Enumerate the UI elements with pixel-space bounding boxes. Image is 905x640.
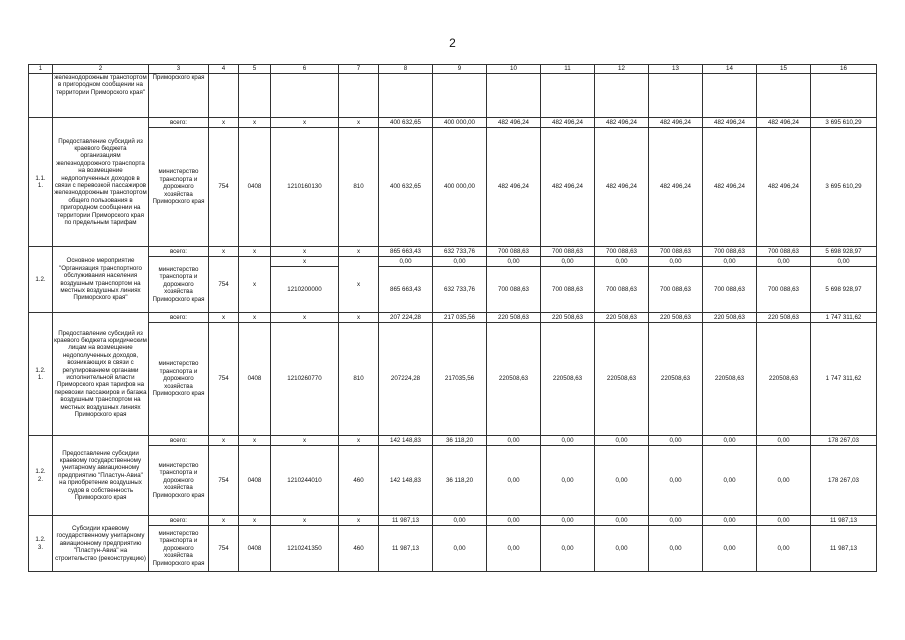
table-row	[29, 436, 877, 446]
total-cell: 700 088,63	[541, 247, 595, 257]
total-cell: x	[271, 516, 339, 526]
total-cell: x	[239, 516, 271, 526]
total-cell: 0,00	[649, 516, 703, 526]
value-cell: 0408	[239, 128, 271, 247]
total-cell: 0,00	[541, 516, 595, 526]
value-cell: 178 267,03	[811, 446, 877, 516]
executor: министерство транспорта и дорожного хозяйства Приморского края	[149, 323, 209, 436]
value-cell: 1210244010	[271, 446, 339, 516]
total-cell: x	[271, 313, 339, 323]
continuation-row	[29, 74, 877, 118]
value-cell: 220508,63	[595, 323, 649, 436]
total-cell: 142 148,83	[379, 436, 433, 446]
value-cell: 754	[209, 446, 239, 516]
activity-name: Основное мероприятие "Организация транспортного обслуживания населения воздушным транспортом на местных воздушных линиях Приморского края"	[53, 247, 149, 313]
total-label: всего:	[149, 436, 209, 446]
column-number: 8	[379, 65, 433, 74]
column-number: 3	[149, 65, 209, 74]
total-cell: 1 747 311,62	[811, 313, 877, 323]
total-cell: 220 508,63	[649, 313, 703, 323]
table-row	[29, 323, 877, 436]
column-number: 6	[271, 65, 339, 74]
total-cell: 220 508,63	[703, 313, 757, 323]
value-cell: 142 148,83	[379, 446, 433, 516]
activity-name: Субсидии краевому государственному унитарному авиационному предприятию "Пластун-Авиа" на строительство (реконструкцию)	[53, 516, 149, 572]
total-cell: x	[209, 118, 239, 128]
total-cell: x	[339, 118, 379, 128]
column-number: 15	[757, 65, 811, 74]
total-cell: x	[339, 313, 379, 323]
total-label: всего:	[149, 247, 209, 257]
table-row	[29, 446, 877, 516]
zero-cell: 0,00	[649, 257, 703, 267]
value-cell: 754	[209, 128, 239, 247]
value-cell: 700 088,63	[703, 267, 757, 313]
value-cell: 220508,63	[649, 323, 703, 436]
zero-cell: 0,00	[595, 257, 649, 267]
total-cell: 865 663,43	[379, 247, 433, 257]
total-cell: x	[271, 118, 339, 128]
value-cell: 482 496,24	[757, 128, 811, 247]
value-cell: 1210260770	[271, 323, 339, 436]
column-number: 10	[487, 65, 541, 74]
value-cell: 220508,63	[541, 323, 595, 436]
row-code: 1.2. 2.	[29, 436, 53, 516]
executor: Приморского края	[149, 74, 209, 118]
total-cell: x	[209, 313, 239, 323]
row-code: 1.2. 3.	[29, 516, 53, 572]
total-cell: x	[239, 313, 271, 323]
value-cell: 865 663,43	[379, 267, 433, 313]
zero-cell: x	[271, 257, 339, 267]
value-cell: 482 496,24	[595, 128, 649, 247]
total-cell: 482 496,24	[487, 118, 541, 128]
total-cell: 0,00	[433, 516, 487, 526]
total-cell: 0,00	[757, 436, 811, 446]
value-cell: 0,00	[649, 446, 703, 516]
total-cell: x	[339, 247, 379, 257]
total-cell: 220 508,63	[487, 313, 541, 323]
value-cell: 482 496,24	[487, 128, 541, 247]
total-cell: 3 695 610,29	[811, 118, 877, 128]
table-row	[29, 257, 877, 267]
column-number: 7	[339, 65, 379, 74]
value-cell: 482 496,24	[703, 128, 757, 247]
total-cell: x	[339, 436, 379, 446]
column-number: 2	[53, 65, 149, 74]
column-number: 14	[703, 65, 757, 74]
activity-name: Предоставление субсидий из краевого бюджета юридическим лицам на возмещение недополученных доходов, возникающих в связи с регулированием органами исполнительной власти Приморского края тарифов на перевозки пассажиров и багажа воздушным транспортом на местных воздушных линиях Приморского края	[53, 313, 149, 436]
value-cell: 1 747 311,62	[811, 323, 877, 436]
column-number: 12	[595, 65, 649, 74]
total-cell: 700 088,63	[757, 247, 811, 257]
row-code: 1.2.	[29, 247, 53, 313]
value-cell: 0,00	[487, 526, 541, 572]
total-cell: 0,00	[487, 436, 541, 446]
value-cell: 1210241350	[271, 526, 339, 572]
table-row	[29, 128, 877, 247]
column-number: 9	[433, 65, 487, 74]
total-cell: 700 088,63	[595, 247, 649, 257]
value-cell: 0,00	[757, 446, 811, 516]
total-cell: 400 000,00	[433, 118, 487, 128]
total-cell: x	[209, 436, 239, 446]
zero-cell: 0,00	[379, 257, 433, 267]
total-cell: 5 698 928,97	[811, 247, 877, 257]
total-cell: 632 733,76	[433, 247, 487, 257]
value-cell: 700 088,63	[757, 267, 811, 313]
total-label: всего:	[149, 516, 209, 526]
value-cell: 700 088,63	[541, 267, 595, 313]
table-row	[29, 526, 877, 572]
table-row	[29, 118, 877, 128]
column-number-row	[29, 65, 877, 74]
value-cell: 220508,63	[757, 323, 811, 436]
value-cell: 460	[339, 446, 379, 516]
value-cell: 754	[209, 526, 239, 572]
budget-table	[28, 64, 877, 572]
total-cell: 700 088,63	[703, 247, 757, 257]
value-cell: 700 088,63	[649, 267, 703, 313]
total-cell: 220 508,63	[757, 313, 811, 323]
table-row	[29, 313, 877, 323]
column-number: 1	[29, 65, 53, 74]
total-cell: 482 496,24	[757, 118, 811, 128]
total-cell: 11 987,13	[811, 516, 877, 526]
total-cell: x	[271, 247, 339, 257]
value-cell: 0,00	[703, 526, 757, 572]
total-cell: 482 496,24	[595, 118, 649, 128]
executor: министерство транспорта и дорожного хозяйства Приморского края	[149, 446, 209, 516]
value-cell: 0408	[239, 446, 271, 516]
total-cell: 0,00	[757, 516, 811, 526]
value-cell: 400 000,00	[433, 128, 487, 247]
value-cell: 0,00	[595, 526, 649, 572]
total-cell: 700 088,63	[649, 247, 703, 257]
total-cell: 217 035,56	[433, 313, 487, 323]
value-cell: 0,00	[433, 526, 487, 572]
total-cell: 36 118,20	[433, 436, 487, 446]
total-cell: 0,00	[595, 516, 649, 526]
total-cell: x	[239, 247, 271, 257]
executor: министерство транспорта и дорожного хозяйства Приморского края	[149, 526, 209, 572]
total-cell: 11 987,13	[379, 516, 433, 526]
value-cell: 810	[339, 323, 379, 436]
value-cell: 0,00	[649, 526, 703, 572]
total-label: всего:	[149, 313, 209, 323]
zero-cell: 0,00	[811, 257, 877, 267]
value-cell: 0408	[239, 323, 271, 436]
row-code: 1.1. 1.	[29, 118, 53, 247]
total-cell: x	[209, 516, 239, 526]
value-cell: 0,00	[703, 446, 757, 516]
value-cell: 220508,63	[703, 323, 757, 436]
value-cell: 482 496,24	[541, 128, 595, 247]
total-cell: 207 224,28	[379, 313, 433, 323]
executor: министерство транспорта и дорожного хозяйства Приморского края	[149, 128, 209, 247]
executor: министерство транспорта и дорожного хозяйства Приморского края	[149, 257, 209, 313]
value-cell: 217035,56	[433, 323, 487, 436]
value-cell: 0,00	[487, 446, 541, 516]
value-cell: x	[339, 257, 379, 313]
value-cell: 0408	[239, 526, 271, 572]
column-number: 13	[649, 65, 703, 74]
value-cell: 0,00	[595, 446, 649, 516]
total-cell: 700 088,63	[487, 247, 541, 257]
total-cell: 0,00	[649, 436, 703, 446]
value-cell: 1210200000	[271, 267, 339, 313]
value-cell: 11 987,13	[379, 526, 433, 572]
table-row	[29, 247, 877, 257]
value-cell: 400 632,65	[379, 128, 433, 247]
total-cell: 0,00	[541, 436, 595, 446]
total-cell: 482 496,24	[649, 118, 703, 128]
total-cell: 178 267,03	[811, 436, 877, 446]
total-cell: x	[209, 247, 239, 257]
activity-name: железнодорожным транспортом в пригородном сообщении на территории Приморского края"	[53, 74, 149, 118]
row-code: 1.2. 1.	[29, 313, 53, 436]
total-cell: 220 508,63	[595, 313, 649, 323]
total-cell: 482 496,24	[541, 118, 595, 128]
column-number: 16	[811, 65, 877, 74]
value-cell: 0,00	[541, 526, 595, 572]
value-cell: 11 987,13	[811, 526, 877, 572]
total-label: всего:	[149, 118, 209, 128]
column-number: 4	[209, 65, 239, 74]
total-cell: 0,00	[703, 436, 757, 446]
page-number: 2	[449, 36, 456, 50]
activity-name: Предоставление субсидии краевому государственному унитарному авиационному предприятию "Пластун-Авиа" на приобретение воздушных судов в собственность Приморского края	[53, 436, 149, 516]
zero-cell: 0,00	[703, 257, 757, 267]
total-cell: x	[239, 118, 271, 128]
zero-cell: 0,00	[433, 257, 487, 267]
total-cell: 400 632,65	[379, 118, 433, 128]
value-cell: x	[239, 257, 271, 313]
value-cell: 460	[339, 526, 379, 572]
value-cell: 207224,28	[379, 323, 433, 436]
value-cell: 632 733,76	[433, 267, 487, 313]
total-cell: x	[339, 516, 379, 526]
total-cell: 0,00	[487, 516, 541, 526]
total-cell: 482 496,24	[703, 118, 757, 128]
value-cell: 482 496,24	[649, 128, 703, 247]
value-cell: 0,00	[757, 526, 811, 572]
value-cell: 36 118,20	[433, 446, 487, 516]
value-cell: 754	[209, 257, 239, 313]
column-number: 5	[239, 65, 271, 74]
value-cell: 3 695 610,29	[811, 128, 877, 247]
total-cell: x	[271, 436, 339, 446]
zero-cell: 0,00	[487, 257, 541, 267]
total-cell: x	[239, 436, 271, 446]
value-cell: 754	[209, 323, 239, 436]
value-cell: 810	[339, 128, 379, 247]
total-cell: 220 508,63	[541, 313, 595, 323]
zero-cell: 0,00	[541, 257, 595, 267]
total-cell: 0,00	[595, 436, 649, 446]
value-cell: 700 088,63	[595, 267, 649, 313]
table-row	[29, 516, 877, 526]
column-number: 11	[541, 65, 595, 74]
value-cell: 5 698 928,97	[811, 267, 877, 313]
value-cell: 700 088,63	[487, 267, 541, 313]
value-cell: 1210160130	[271, 128, 339, 247]
activity-name: Предоставление субсидий из краевого бюджета организациям железнодорожного транспорта на возмещение недополученных доходов в связи с перевозкой пассажиров железнодорожным транспортом общего пользования в пригородном сообщении на территории Приморского края по предельным тарифам	[53, 118, 149, 247]
zero-cell: 0,00	[757, 257, 811, 267]
value-cell: 220508,63	[487, 323, 541, 436]
total-cell: 0,00	[703, 516, 757, 526]
value-cell: 0,00	[541, 446, 595, 516]
